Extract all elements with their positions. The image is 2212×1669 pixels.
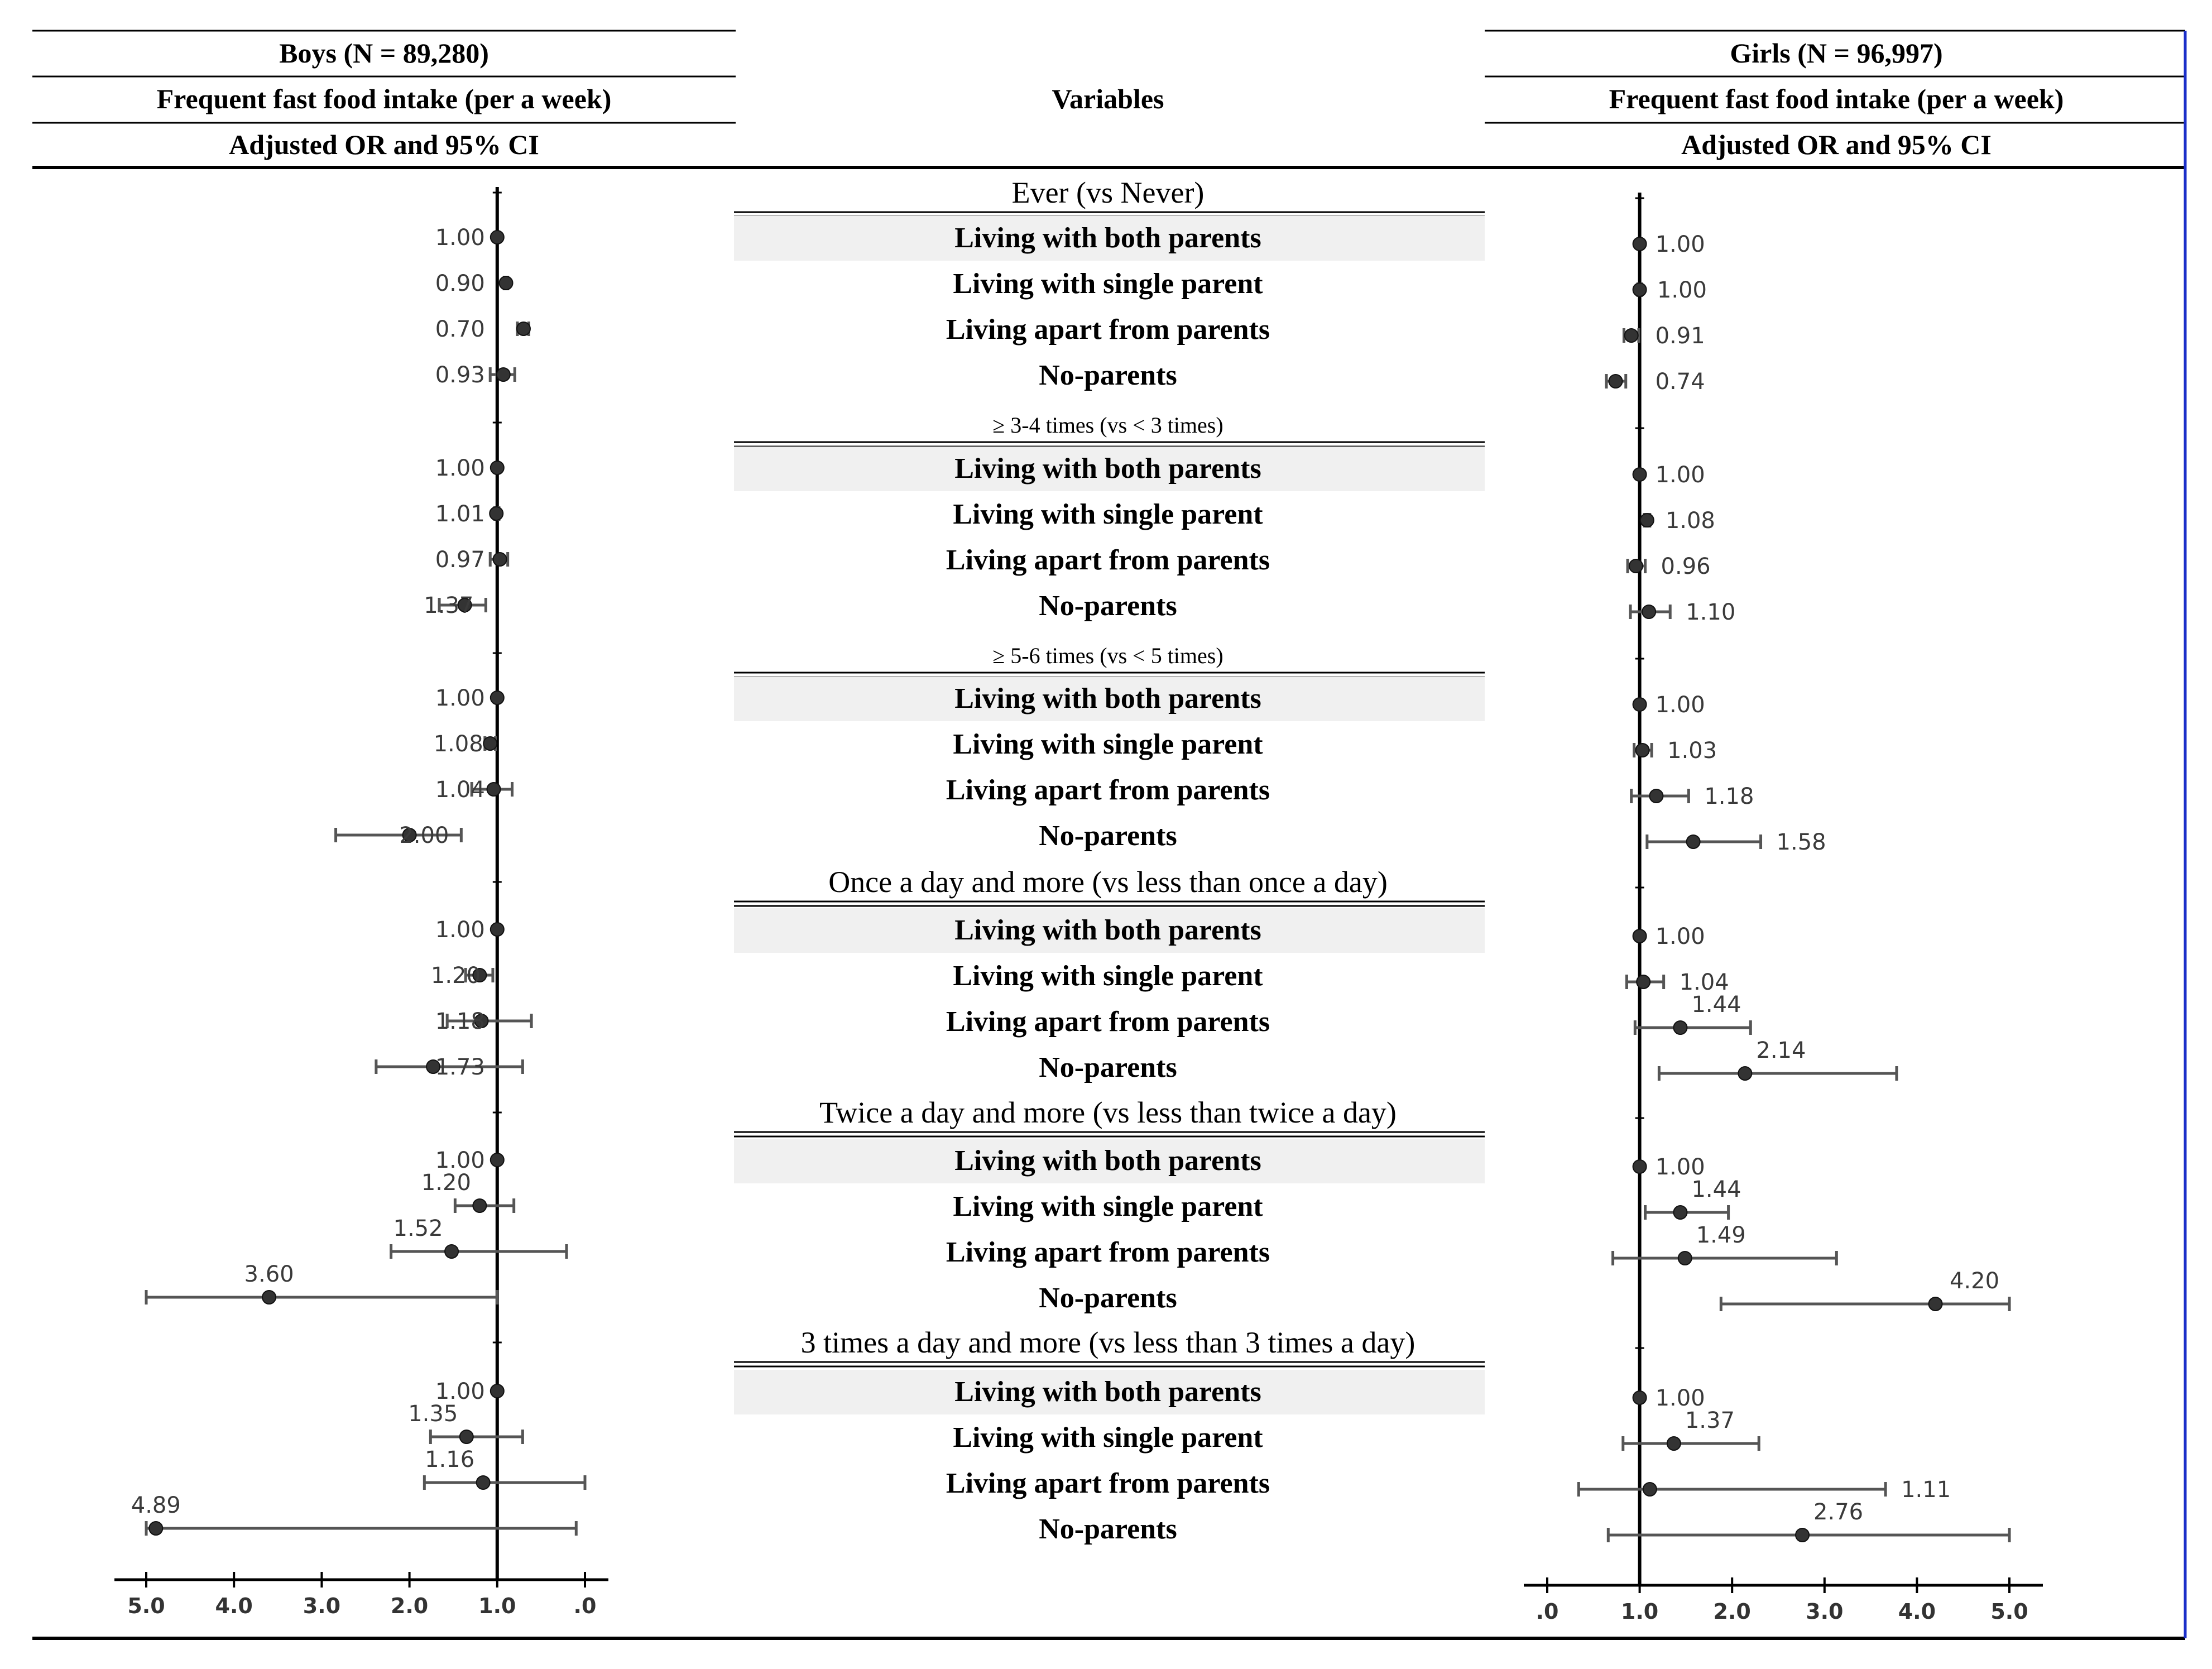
boys-tick-label: 2.0 — [390, 1594, 429, 1618]
section-title: Once a day and more (vs less than once a day) — [828, 865, 1388, 899]
variable-label: Living with single parent — [953, 498, 1263, 530]
boys-tick-label: 3.0 — [303, 1594, 341, 1618]
variable-label: Living with single parent — [953, 268, 1263, 300]
boys-or-label: 0.97 — [435, 547, 485, 573]
variable-label: Living with both parents — [954, 453, 1261, 485]
girls-or-point — [1640, 514, 1654, 527]
variable-label: Living with single parent — [953, 1191, 1263, 1222]
girls-or-label: 1.00 — [1655, 232, 1705, 257]
boys-or-point — [491, 923, 504, 936]
boys-or-label: 1.08 — [433, 731, 483, 757]
boys-or-point — [487, 783, 501, 796]
boys-or-label: 1.16 — [425, 1447, 475, 1473]
variable-label: Living with both parents — [954, 222, 1261, 254]
girls-or-point — [1673, 1021, 1687, 1034]
variable-label: Living apart from parents — [946, 314, 1270, 346]
boys-or-point — [497, 368, 510, 381]
boys-or-point — [517, 322, 530, 335]
girls-or-label: 0.96 — [1661, 554, 1711, 579]
girls-or-point — [1673, 1206, 1687, 1219]
boys-or-label: 0.70 — [435, 316, 485, 342]
girls-or-point — [1738, 1067, 1752, 1080]
boys-tick-label: 5.0 — [127, 1594, 165, 1618]
boys-or-label: 0.93 — [435, 362, 485, 388]
girls-tick-label: 3.0 — [1806, 1599, 1844, 1624]
girls-measure: Adjusted OR and 95% CI — [1681, 129, 1992, 160]
variables-column — [734, 176, 1485, 1545]
girls-or-point — [1667, 1437, 1681, 1450]
boys-or-label: 2.00 — [399, 823, 449, 848]
girls-or-point — [1633, 237, 1647, 251]
variable-label: Living apart from parents — [946, 1006, 1270, 1038]
girls-or-label: 1.03 — [1667, 738, 1717, 764]
boys-or-label: 1.52 — [393, 1216, 443, 1241]
boys-or-label: 1.37 — [424, 593, 474, 618]
girls-or-point — [1649, 789, 1663, 803]
boys-or-point — [149, 1522, 162, 1535]
boys-or-label: 1.00 — [435, 1379, 485, 1404]
boys-or-label: 1.00 — [435, 225, 485, 251]
girls-or-label: 0.74 — [1655, 369, 1705, 395]
girls-tick-label: 5.0 — [1990, 1599, 2028, 1624]
boys-or-point — [491, 461, 504, 474]
boys-or-point — [473, 1199, 486, 1212]
girls-or-label: 0.91 — [1655, 323, 1705, 349]
girls-tick-label: 4.0 — [1898, 1599, 1936, 1624]
boys-or-label: 4.89 — [131, 1493, 181, 1518]
boys-or-point — [493, 553, 507, 566]
section-title: Ever (vs Never) — [1011, 176, 1205, 209]
girls-or-label: 2.14 — [1756, 1038, 1806, 1063]
boys-or-label: 1.00 — [435, 1148, 485, 1173]
boys-or-label: 1.20 — [421, 1170, 471, 1196]
girls-or-point — [1643, 1483, 1657, 1496]
boys-or-label: 1.18 — [435, 1009, 485, 1034]
variable-label: Living with both parents — [954, 1376, 1261, 1408]
girls-or-point — [1642, 605, 1656, 618]
boys-or-label: 1.73 — [435, 1054, 485, 1080]
boys-outcome: Frequent fast food intake (per a week) — [156, 83, 612, 114]
boys-or-label: 1.00 — [435, 917, 485, 943]
girls-or-label: 1.37 — [1685, 1408, 1735, 1433]
variable-label: Living apart from parents — [946, 1236, 1270, 1268]
girls-or-point — [1633, 1391, 1647, 1404]
variable-label: No-parents — [1039, 359, 1177, 391]
girls-or-point — [1633, 698, 1647, 711]
girls-outcome: Frequent fast food intake (per a week) — [1609, 83, 2064, 114]
girls-or-label: 4.20 — [1949, 1268, 2000, 1294]
boys-or-label: 1.35 — [408, 1401, 458, 1427]
boys-or-label: 1.00 — [435, 685, 485, 711]
variable-label: Living apart from parents — [946, 1467, 1270, 1499]
girls-or-point — [1633, 929, 1647, 943]
section-title: ≥ 5-6 times (vs < 5 times) — [992, 643, 1223, 668]
girls-or-point — [1633, 468, 1647, 481]
boys-tick-label: .0 — [573, 1594, 597, 1618]
girls-or-point — [1625, 329, 1638, 342]
girls-or-label: 1.08 — [1665, 508, 1715, 534]
girls-tick-label: 1.0 — [1620, 1599, 1659, 1624]
girls-or-point — [1629, 559, 1643, 573]
variable-label: No-parents — [1039, 590, 1177, 622]
boys-or-point — [500, 276, 513, 290]
girls-or-label: 1.10 — [1686, 600, 1736, 625]
girls-or-label: 1.44 — [1691, 992, 1741, 1018]
girls-or-label: 1.00 — [1655, 924, 1705, 949]
boys-or-label: 0.90 — [435, 271, 485, 296]
boys-or-point — [491, 691, 504, 704]
boys-or-point — [445, 1245, 458, 1258]
girls-tick-label: .0 — [1536, 1599, 1559, 1624]
girls-or-point — [1687, 835, 1700, 848]
girls-or-point — [1633, 1160, 1647, 1173]
girls-or-point — [1796, 1528, 1809, 1542]
girls-or-point — [1609, 375, 1623, 388]
section-title: 3 times a day and more (vs less than 3 times a day) — [800, 1326, 1416, 1359]
boys-forest-plot — [114, 187, 608, 1618]
boys-or-point — [262, 1291, 276, 1304]
variable-label: No-parents — [1039, 1513, 1177, 1545]
girls-or-label: 1.44 — [1691, 1177, 1741, 1202]
boys-or-point — [477, 1476, 490, 1489]
boys-or-point — [483, 737, 497, 750]
girls-or-label: 1.00 — [1655, 462, 1705, 488]
girls-or-label: 1.00 — [1657, 277, 1707, 303]
variable-label: No-parents — [1039, 1052, 1177, 1083]
girls-or-label: 1.18 — [1704, 784, 1754, 809]
boys-or-point — [491, 1384, 504, 1398]
variable-label: Living apart from parents — [946, 544, 1270, 576]
variable-label: Living with single parent — [953, 960, 1263, 992]
girls-forest-plot — [1524, 193, 2043, 1624]
boys-or-label: 3.60 — [244, 1262, 294, 1287]
girls-or-label: 1.00 — [1655, 1154, 1705, 1180]
boys-measure: Adjusted OR and 95% CI — [229, 129, 539, 160]
variables-header: Variables — [1052, 83, 1164, 114]
variable-label: No-parents — [1039, 820, 1177, 852]
boys-or-point — [491, 1153, 504, 1167]
boys-or-point — [460, 1430, 473, 1443]
boys-or-point — [491, 231, 504, 244]
boys-or-label: 1.20 — [430, 963, 481, 989]
girls-or-label: 1.49 — [1696, 1222, 1746, 1248]
variable-label: Living with both parents — [954, 683, 1261, 714]
boys-or-label: 1.04 — [435, 777, 485, 803]
variable-label: Living with both parents — [954, 914, 1261, 946]
girls-or-point — [1678, 1251, 1692, 1265]
boys-title: Boys (N = 89,280) — [279, 37, 489, 69]
variable-label: Living apart from parents — [946, 774, 1270, 806]
section-title: ≥ 3-4 times (vs < 3 times) — [992, 413, 1223, 438]
boys-or-point — [490, 507, 503, 520]
boys-or-label: 1.00 — [435, 455, 485, 481]
girls-or-label: 1.04 — [1679, 970, 1729, 995]
girls-or-point — [1633, 283, 1647, 296]
variable-label: Living with both parents — [954, 1145, 1261, 1177]
girls-or-point — [1637, 975, 1650, 989]
section-title: Twice a day and more (vs less than twice a day) — [819, 1096, 1397, 1129]
girls-or-label: 1.00 — [1655, 692, 1705, 718]
variable-label: Living with single parent — [953, 728, 1263, 760]
girls-tick-label: 2.0 — [1713, 1599, 1751, 1624]
girls-or-point — [1929, 1297, 1942, 1311]
variable-label: Living with single parent — [953, 1422, 1263, 1454]
girls-or-label: 2.76 — [1813, 1499, 1864, 1525]
variable-label: No-parents — [1039, 1282, 1177, 1314]
girls-or-label: 1.11 — [1901, 1477, 1951, 1503]
boys-tick-label: 4.0 — [215, 1594, 253, 1618]
girls-title: Girls (N = 96,997) — [1730, 37, 1943, 69]
girls-or-label: 1.58 — [1776, 829, 1826, 855]
girls-or-point — [1636, 744, 1649, 757]
boys-tick-label: 1.0 — [478, 1594, 516, 1618]
boys-or-label: 1.01 — [435, 501, 485, 527]
girls-or-label: 1.00 — [1655, 1385, 1705, 1411]
